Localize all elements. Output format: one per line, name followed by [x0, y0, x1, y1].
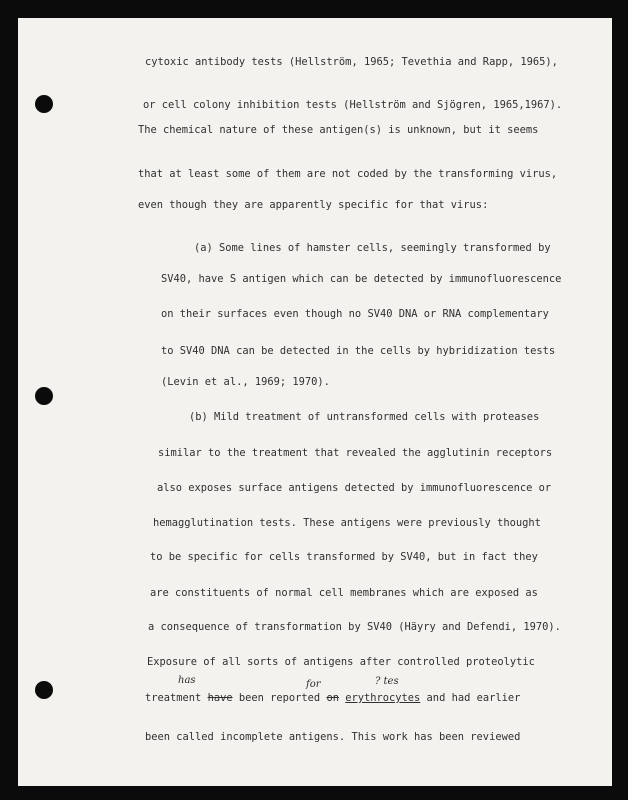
- text-line-4: that at least some of them are not coded by the transforming virus,: [138, 168, 558, 180]
- text-line-20: been called incomplete antigens. This work has been reviewed: [145, 731, 521, 743]
- text-line-5: even though they are apparently specific for that virus:: [138, 199, 489, 211]
- text-line-12: similar to the treatment that revealed the agglutinin receptors: [158, 447, 553, 459]
- text-line-3: The chemical nature of these antigen(s) is unknown, but it seems: [138, 124, 539, 136]
- text-line-8: on their surfaces even though no SV40 DNA or RNA complementary: [161, 308, 549, 320]
- text-line-10: (Levin et al., 1969; 1970).: [161, 376, 330, 388]
- text-line-18: Exposure of all sorts of antigens after controlled proteolytic: [147, 656, 535, 668]
- handwritten-annotation-for: for: [306, 679, 321, 690]
- text-line-13: also exposes surface antigens detected by immunofluorescence or: [157, 482, 552, 494]
- line-19-part-1: treatment: [145, 692, 208, 704]
- punch-hole-middle: [35, 387, 53, 405]
- punch-hole-top: [35, 95, 53, 113]
- text-line-2: or cell colony inhibition tests (Hellström and Sjögren, 1965,1967).: [143, 99, 563, 111]
- text-line-15: to be specific for cells transformed by SV40, but in fact they: [150, 551, 538, 563]
- text-line-14: hemagglutination tests. These antigens were previously thought: [153, 517, 541, 529]
- text-line-1: cytoxic antibody tests (Hellström, 1965; Tevethia and Rapp, 1965),: [145, 56, 558, 68]
- text-line-6: (a) Some lines of hamster cells, seemingly transformed by: [194, 242, 551, 254]
- document-page: [18, 18, 612, 786]
- handwritten-annotation-tes: ? tes: [375, 676, 399, 687]
- text-line-19: [145, 691, 520, 705]
- underlined-word-erythrocytes: erythrocytes: [345, 692, 421, 704]
- text-line-11: (b) Mild treatment of untransformed cells with proteases: [189, 411, 540, 423]
- punch-hole-bottom: [35, 681, 53, 699]
- text-line-17: a consequence of transformation by SV40 (Häyry and Defendi, 1970).: [148, 621, 561, 633]
- struck-word-on: on: [326, 692, 339, 704]
- handwritten-annotation-has: has: [178, 675, 196, 686]
- text-line-16: are constituents of normal cell membranes which are exposed as: [150, 587, 538, 599]
- line-19-part-2: been reported: [232, 692, 327, 704]
- line-19-part-3: and had earlier: [420, 692, 521, 704]
- struck-word-have: have: [207, 692, 233, 704]
- text-line-9: to SV40 DNA can be detected in the cells by hybridization tests: [161, 345, 556, 357]
- text-line-7: SV40, have S antigen which can be detected by immunofluorescence: [161, 273, 562, 285]
